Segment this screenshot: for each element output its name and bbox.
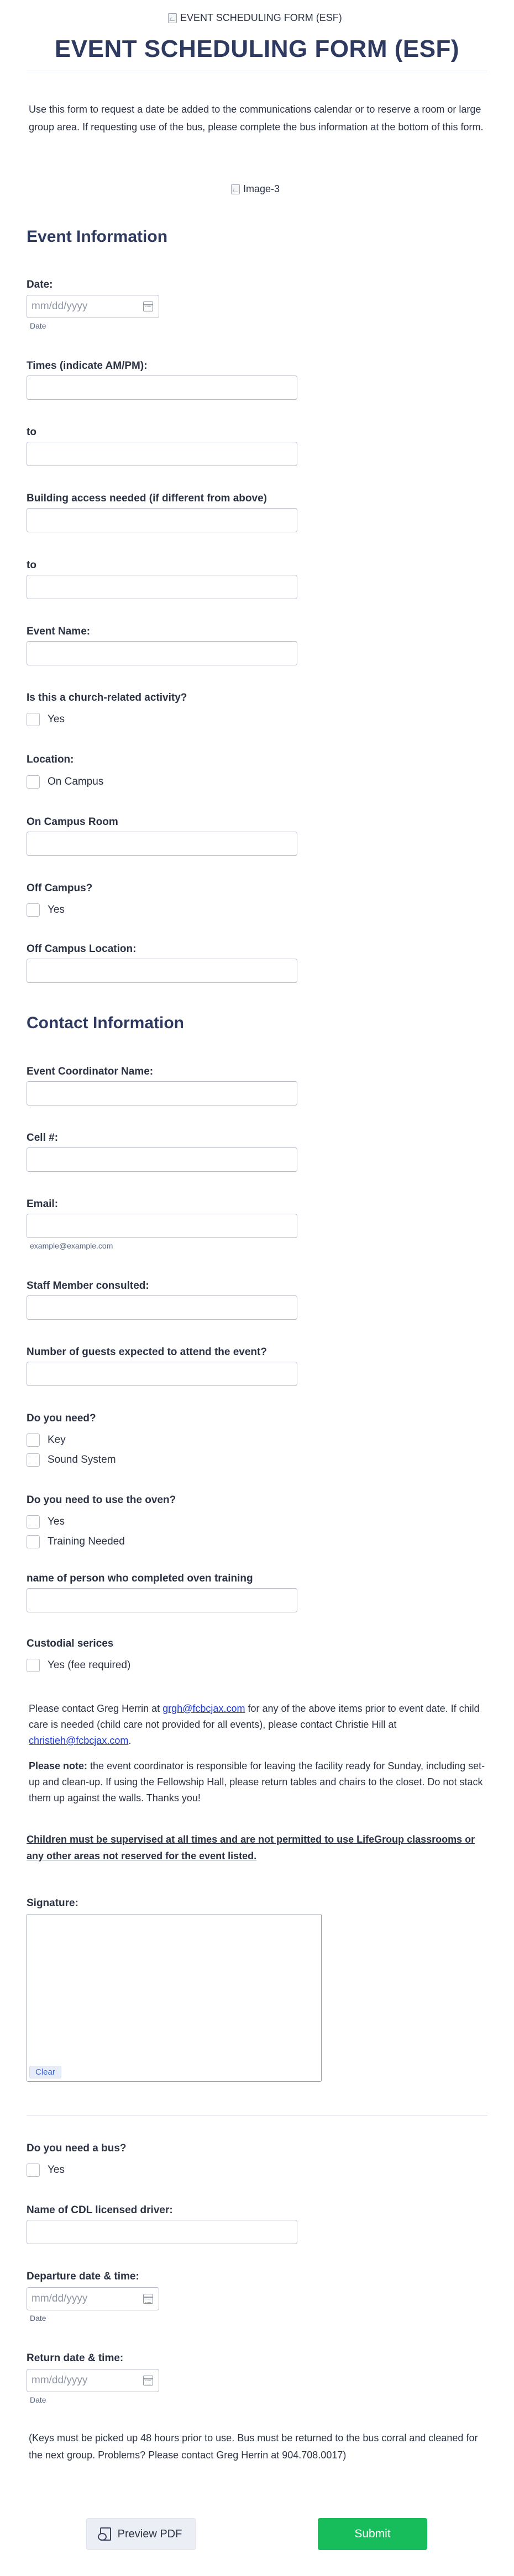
return-date-input[interactable] <box>27 2369 159 2392</box>
oven-label: Do you need to use the oven? <box>27 1494 176 1506</box>
signature-pad[interactable] <box>27 1914 322 2082</box>
checkbox-label: Yes <box>48 904 65 916</box>
oven-person-label: name of person who completed oven training <box>27 1573 253 1584</box>
checkbox-box[interactable] <box>27 903 40 917</box>
submit-button[interactable]: Submit <box>318 2518 427 2550</box>
children-warning: Children must be supervised at all times and are not permitted to use LifeGroup classrooms or any other areas not reserved for the event listed. <box>27 1834 475 1861</box>
email-link-greg[interactable]: grgh@fcbcjax.com <box>162 1703 245 1714</box>
checkbox-box[interactable] <box>27 713 40 726</box>
departure-placeholder: mm/dd/yyyy <box>32 2293 88 2304</box>
signature-clear-button[interactable]: Clear <box>29 2066 61 2078</box>
checkbox-box[interactable] <box>27 1659 40 1672</box>
please-note-bold: Please note: <box>29 1760 88 1771</box>
checkbox-box[interactable] <box>27 2164 40 2177</box>
on-campus-room-label: On Campus Room <box>27 816 118 828</box>
church-activity-label: Is this a church-related activity? <box>27 692 187 703</box>
please-note-text: the event coordinator is responsible for leaving the facility ready for Sunday, including set-up and clean-up. If using the Fellowship Hall, please return tables and chairs to the closet. Do not stack them up against the walls. Thanks you! <box>29 1760 485 1803</box>
checkbox-label: On Campus <box>48 776 104 787</box>
custodial-label: Custodial serices <box>27 1638 114 1649</box>
need-key-checkbox[interactable] <box>27 1434 66 1447</box>
on-campus-room-input[interactable] <box>27 832 297 856</box>
pdf-icon <box>100 2527 111 2541</box>
calendar-icon[interactable] <box>143 2376 153 2385</box>
please-note <box>29 1758 487 1806</box>
coordinator-name-label: Event Coordinator Name: <box>27 1066 154 1077</box>
building-to-label: to <box>27 559 36 571</box>
event-information-heading: Event Information <box>27 228 168 246</box>
contact-note-text: Please contact Greg Herrin at <box>29 1703 163 1714</box>
keys-note: (Keys must be picked up 48 hours prior to use. Bus must be returned to the bus corral and cleaned for the next group. Problems? Please contact Greg Herrin at 904.708.0017) <box>29 2432 478 2461</box>
bus-need-label: Do you need a bus? <box>27 2143 127 2154</box>
contact-note-text: for any of the above items prior to event date. If child care is needed (child care not provided for all events), please contact Christie Hill at <box>29 1703 480 1730</box>
need-label: Do you need? <box>27 1413 96 1424</box>
guests-label: Number of guests expected to attend the event? <box>27 1346 267 1358</box>
date-placeholder: mm/dd/yyyy <box>32 300 88 312</box>
off-campus-yes-checkbox[interactable] <box>27 903 65 917</box>
event-name-input[interactable] <box>27 641 297 665</box>
signature-label: Signature: <box>27 1897 78 1909</box>
departure-label: Departure date & time: <box>27 2271 139 2282</box>
checkbox-label: Yes <box>48 1516 65 1527</box>
checkbox-label: Yes (fee required) <box>48 1659 131 1671</box>
calendar-icon[interactable] <box>143 2294 153 2304</box>
building-access-start-input[interactable] <box>27 508 297 532</box>
cell-label: Cell #: <box>27 1132 59 1144</box>
preview-pdf-button[interactable] <box>86 2518 196 2550</box>
header-image-alt: Image-3 <box>243 183 280 194</box>
email-label: Email: <box>27 1198 59 1210</box>
date-input[interactable] <box>27 295 159 318</box>
staff-member-input[interactable] <box>27 1295 297 1320</box>
off-campus-label: Off Campus? <box>27 882 93 894</box>
coordinator-name-input[interactable] <box>27 1081 297 1105</box>
preview-pdf-label: Preview PDF <box>117 2527 182 2540</box>
header-image <box>231 183 280 195</box>
driver-input[interactable] <box>27 2220 297 2244</box>
off-campus-location-label: Off Campus Location: <box>27 943 137 955</box>
custodial-yes-checkbox[interactable] <box>27 1659 130 1672</box>
times-start-input[interactable] <box>27 375 297 400</box>
guests-input[interactable] <box>27 1362 297 1386</box>
oven-yes-checkbox[interactable] <box>27 1515 65 1528</box>
intro-text: Use this form to request a date be added to the communications calendar or to reserve a room or large group area. If requesting use of the bus, please complete the bus information at the bottom of this form. <box>29 104 484 133</box>
email-link-christie[interactable]: christieh@fcbcjax.com <box>29 1735 129 1746</box>
checkbox-box[interactable] <box>27 775 40 789</box>
on-campus-checkbox[interactable] <box>27 775 103 789</box>
checkbox-label: Sound System <box>48 1454 116 1466</box>
checkbox-box[interactable] <box>27 1453 40 1467</box>
cell-input[interactable] <box>27 1147 297 1172</box>
church-activity-yes-checkbox[interactable] <box>27 713 65 726</box>
email-input[interactable] <box>27 1214 297 1238</box>
checkbox-box[interactable] <box>27 1535 40 1548</box>
checkbox-label: Key <box>48 1434 66 1446</box>
checkbox-label: Yes <box>48 713 65 725</box>
driver-label: Name of CDL licensed driver: <box>27 2204 173 2216</box>
checkbox-box[interactable] <box>27 1515 40 1528</box>
bus-yes-checkbox[interactable] <box>27 2164 65 2177</box>
checkbox-box[interactable] <box>27 1434 40 1447</box>
times-label: Times (indicate AM/PM): <box>27 360 148 372</box>
staff-member-label: Staff Member consulted: <box>27 1280 149 1292</box>
return-placeholder: mm/dd/yyyy <box>32 2374 88 2386</box>
calendar-icon[interactable] <box>143 301 153 311</box>
header-logo-alt: EVENT SCHEDULING FORM (ESF) <box>180 12 342 23</box>
broken-image-icon <box>168 13 177 23</box>
email-sublabel: example@example.com <box>30 1241 113 1250</box>
times-to-label: to <box>27 426 36 438</box>
return-sublabel: Date <box>30 2395 46 2404</box>
contact-note <box>29 1701 487 1749</box>
oven-training-checkbox[interactable] <box>27 1535 125 1548</box>
checkbox-label: Training Needed <box>48 1536 125 1547</box>
need-sound-system-checkbox[interactable] <box>27 1453 116 1467</box>
date-sublabel: Date <box>30 321 46 330</box>
broken-image-icon <box>231 184 240 194</box>
oven-person-input[interactable] <box>27 1588 297 1612</box>
event-name-label: Event Name: <box>27 626 91 637</box>
departure-sublabel: Date <box>30 2314 46 2323</box>
contact-information-heading: Contact Information <box>27 1014 184 1032</box>
building-access-label: Building access needed (if different from above) <box>27 493 267 504</box>
return-label: Return date & time: <box>27 2352 124 2364</box>
checkbox-label: Yes <box>48 2164 65 2176</box>
departure-date-input[interactable] <box>27 2287 159 2310</box>
off-campus-location-input[interactable] <box>27 959 297 983</box>
date-label: Date: <box>27 279 53 290</box>
location-label: Location: <box>27 754 74 765</box>
header-logo-image <box>168 12 342 24</box>
contact-note-text: . <box>128 1735 132 1746</box>
building-access-end-input[interactable] <box>27 575 297 599</box>
times-end-input[interactable] <box>27 442 297 466</box>
page-title: EVENT SCHEDULING FORM (ESF) <box>54 35 460 62</box>
